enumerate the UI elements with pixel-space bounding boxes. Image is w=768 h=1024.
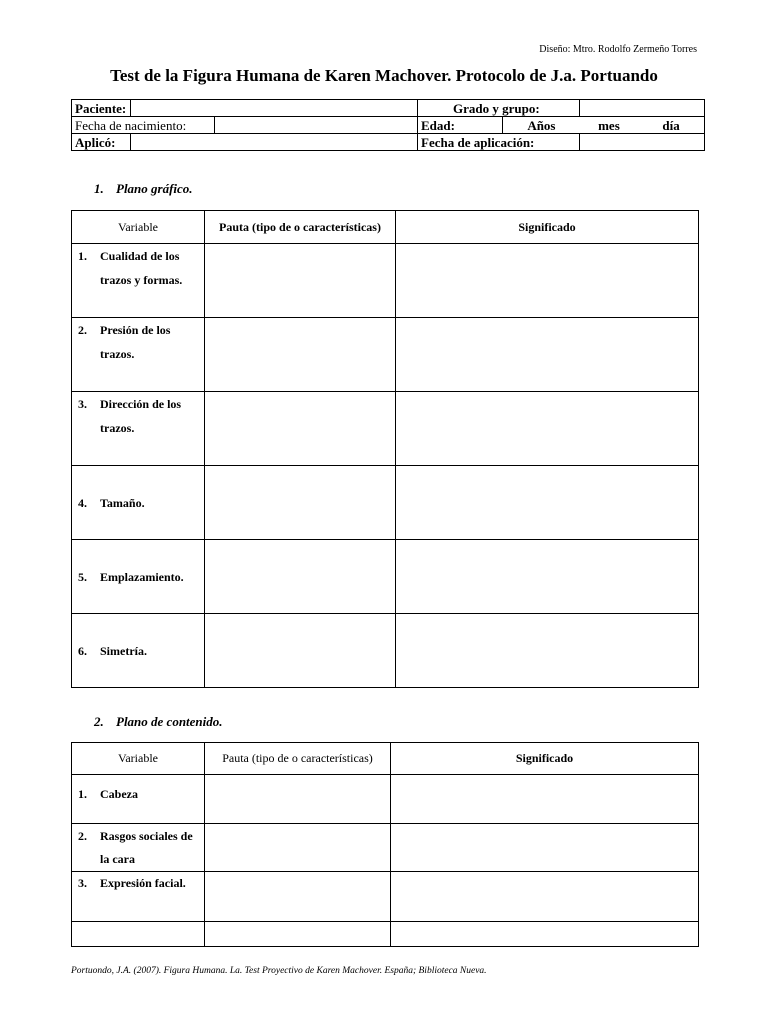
table-row xyxy=(72,614,699,688)
grado-field[interactable] xyxy=(580,100,705,117)
row-label: Emplazamiento. xyxy=(100,569,184,584)
edad-field[interactable] xyxy=(503,117,705,134)
significado-cell[interactable] xyxy=(396,466,699,540)
header-variable: Variable xyxy=(72,211,205,244)
table-row xyxy=(72,318,699,392)
row-label: Expresión facial. xyxy=(100,876,186,890)
row-number: 2. xyxy=(78,829,87,843)
anos-label: Años xyxy=(527,117,556,133)
row-label: Presión de los trazos. xyxy=(100,323,171,361)
variable-cell xyxy=(72,466,205,540)
row-number: 2. xyxy=(78,323,87,337)
fecha-aplicacion-label: Fecha de aplicación: xyxy=(418,134,580,151)
variable-cell xyxy=(72,824,205,872)
header-variable: Variable xyxy=(72,743,205,775)
table-row xyxy=(72,466,699,540)
significado-cell[interactable] xyxy=(391,872,699,922)
section-number: 2. xyxy=(94,714,104,729)
row-label: Simetría. xyxy=(100,643,147,658)
table-row xyxy=(72,922,699,947)
pauta-cell[interactable] xyxy=(205,872,391,922)
significado-cell[interactable] xyxy=(396,392,699,466)
plano-grafico-table xyxy=(71,210,699,688)
pauta-cell[interactable] xyxy=(205,318,396,392)
section-title: Plano de contenido. xyxy=(116,714,223,729)
mes-label: mes xyxy=(598,117,620,133)
aplico-label: Aplicó: xyxy=(72,134,131,151)
variable-cell xyxy=(72,614,205,688)
variable-cell[interactable] xyxy=(72,922,205,947)
significado-cell[interactable] xyxy=(391,775,699,824)
patient-info-table xyxy=(71,99,705,151)
row-label: Dirección de los trazos. xyxy=(100,397,182,435)
row-number: 6. xyxy=(78,643,87,658)
table-row xyxy=(72,824,699,872)
grado-label: Grado y grupo: xyxy=(418,100,580,117)
design-credit: Diseño: Mtro. Rodolfo Zermeño Torres xyxy=(539,44,697,55)
variable-cell xyxy=(72,318,205,392)
row-label: Tamaño. xyxy=(100,495,145,510)
significado-cell[interactable] xyxy=(396,244,699,318)
pauta-cell[interactable] xyxy=(205,466,396,540)
header-significado: Significado xyxy=(396,211,699,244)
page-title: Test de la Figura Humana de Karen Machover. Protocolo de J.a. Portuando xyxy=(110,66,658,85)
row-label: Rasgos sociales de la cara xyxy=(100,829,193,866)
row-number: 1. xyxy=(78,249,87,263)
variable-cell xyxy=(72,244,205,318)
fecha-aplicacion-field[interactable] xyxy=(580,134,705,151)
edad-label: Edad: xyxy=(418,117,503,134)
row-number: 4. xyxy=(78,495,87,510)
table-row xyxy=(72,392,699,466)
significado-cell[interactable] xyxy=(391,824,699,872)
table-row xyxy=(72,244,699,318)
fecha-nacimiento-field[interactable] xyxy=(215,117,418,134)
variable-cell xyxy=(72,392,205,466)
row-number: 3. xyxy=(78,397,87,411)
row-label: Cabeza xyxy=(100,787,138,801)
table-row xyxy=(72,872,699,922)
pauta-cell[interactable] xyxy=(205,824,391,872)
variable-cell xyxy=(72,775,205,824)
pauta-cell[interactable] xyxy=(205,775,391,824)
dia-label: día xyxy=(662,117,680,133)
row-label: Cualidad de los trazos y formas. xyxy=(100,249,183,287)
significado-cell[interactable] xyxy=(396,614,699,688)
pauta-cell[interactable] xyxy=(205,922,391,947)
significado-cell[interactable] xyxy=(396,540,699,614)
row-number: 5. xyxy=(78,569,87,584)
row-number: 1. xyxy=(78,787,87,801)
section-number: 1. xyxy=(94,181,104,196)
row-number: 3. xyxy=(78,876,87,890)
header-pauta: Pauta (tipo de o características) xyxy=(205,743,391,775)
pauta-cell[interactable] xyxy=(205,392,396,466)
significado-cell[interactable] xyxy=(396,318,699,392)
aplico-field[interactable] xyxy=(131,134,418,151)
significado-cell[interactable] xyxy=(391,922,699,947)
fecha-nacimiento-label: Fecha de nacimiento: xyxy=(72,117,215,134)
plano-contenido-table xyxy=(71,742,699,947)
pauta-cell[interactable] xyxy=(205,540,396,614)
table-row xyxy=(72,775,699,824)
paciente-field[interactable] xyxy=(131,100,418,117)
pauta-cell[interactable] xyxy=(205,244,396,318)
header-pauta: Pauta (tipo de o características) xyxy=(205,211,396,244)
variable-cell xyxy=(72,872,205,922)
header-significado: Significado xyxy=(391,743,699,775)
citation-footer: Portuondo, J.A. (2007). Figura Humana. La. Test Proyectivo de Karen Machover. España; Biblioteca Nueva. xyxy=(71,966,487,976)
table-row xyxy=(72,540,699,614)
section-title: Plano gráfico. xyxy=(116,181,193,196)
section-heading-plano-contenido xyxy=(94,714,223,730)
variable-cell xyxy=(72,540,205,614)
paciente-label: Paciente: xyxy=(72,100,131,117)
section-heading-plano-grafico xyxy=(94,181,193,197)
pauta-cell[interactable] xyxy=(205,614,396,688)
